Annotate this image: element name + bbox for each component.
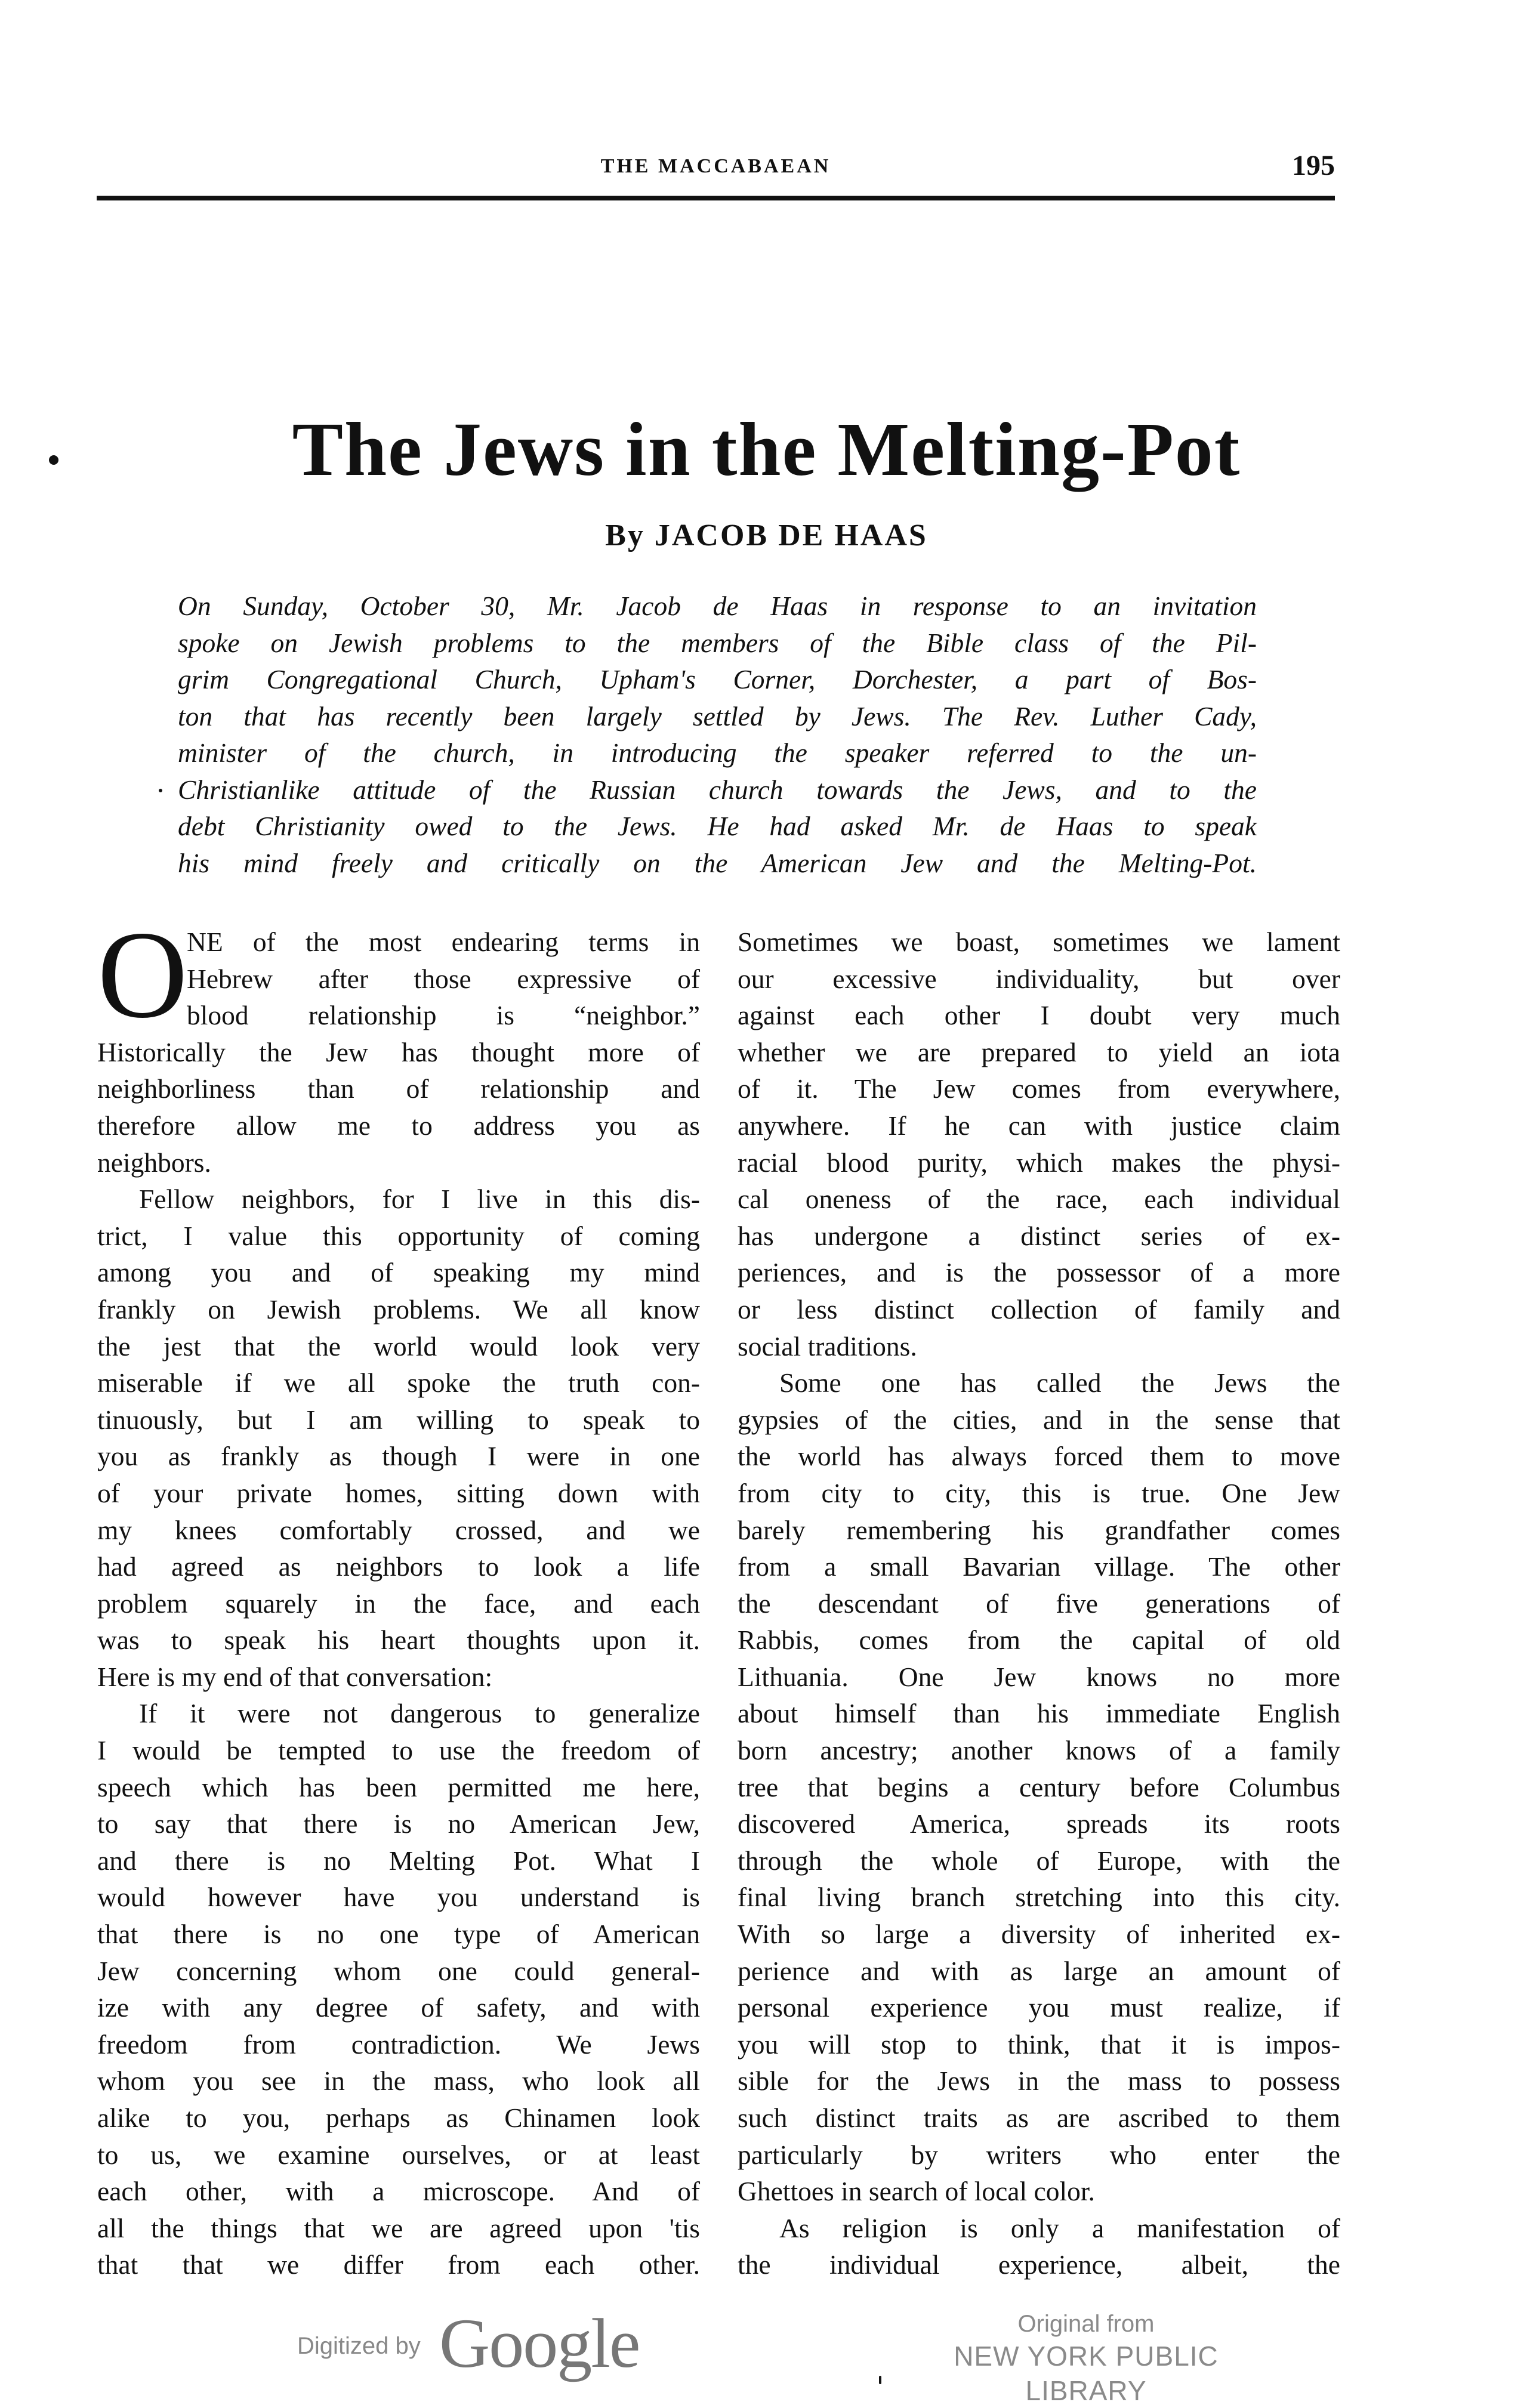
- digitized-by-google: [297, 2303, 655, 2382]
- text-line: anywhere. If he can with justice claim: [738, 1110, 1340, 1141]
- text-line: the individual experience, albeit, the: [738, 2249, 1340, 2280]
- right-column: [738, 924, 1340, 2283]
- text-line: each other, with a microscope. And of: [97, 2176, 700, 2207]
- scan-speck: [49, 455, 58, 465]
- text-line: periences, and is the possessor of a more: [738, 1257, 1340, 1288]
- text-line: would however have you understand is: [97, 1882, 700, 1913]
- text-line: was to speak his heart thoughts upon it.: [97, 1625, 700, 1656]
- digitized-by-label: Digitized by: [297, 2333, 421, 2359]
- text-line: neighborliness than of relationship and: [97, 1073, 700, 1104]
- text-line: all the things that we are agreed upon 'tis: [97, 2212, 700, 2243]
- text-line: had agreed as neighbors to look a life: [97, 1551, 700, 1582]
- intro-line: On Sunday, October 30, Mr. Jacob de Haas in response to an invitation: [178, 591, 1257, 621]
- text-line: about himself than his immediate English: [738, 1698, 1340, 1729]
- text-line: Historically the Jew has thought more of: [97, 1036, 700, 1067]
- text-line: among you and of speaking my mind: [97, 1257, 700, 1288]
- intro-line: ton that has recently been largely settled by Jews. The Rev. Luther Cady,: [178, 700, 1257, 731]
- article-title: The Jews in the Melting-Pot: [292, 407, 1241, 492]
- intro-paragraph: [178, 588, 1257, 881]
- text-line: of your private homes, sitting down with: [97, 1477, 700, 1508]
- text-line: you as frankly as though I were in one: [97, 1441, 700, 1472]
- text-line: from city to city, this is true. One Jew: [738, 1477, 1340, 1508]
- text-line: ize with any degree of safety, and with: [97, 1992, 700, 2023]
- scan-speck: [159, 789, 162, 792]
- text-line: whether we are prepared to yield an iota: [738, 1036, 1340, 1067]
- intro-line: grim Congregational Church, Upham's Corner, Dorchester, a part of Bos-: [178, 664, 1257, 694]
- scan-speck: [879, 2376, 881, 2384]
- text-line: Ghettoes in search of local color.: [738, 2176, 1095, 2207]
- text-line: frankly on Jewish problems. We all know: [97, 1293, 700, 1325]
- text-line: particularly by writers who enter the: [738, 2139, 1340, 2170]
- text-line: through the whole of Europe, with the: [738, 1845, 1340, 1876]
- original-from-label: Original from: [1017, 2311, 1155, 2337]
- intro-line: minister of the church, in introducing the speaker referred to the un-: [178, 737, 1257, 768]
- text-line: gypsies of the cities, and in the sense that: [738, 1404, 1340, 1435]
- text-line: blood relationship is “neighbor.”: [187, 1000, 700, 1031]
- text-line: has undergone a distinct series of ex-: [738, 1220, 1340, 1251]
- text-line: sible for the Jews in the mass to possess: [738, 2066, 1340, 2097]
- text-line: barely remembering his grandfather comes: [738, 1514, 1340, 1545]
- text-line: personal experience you must realize, if: [738, 1992, 1340, 2023]
- text-line: my knees comfortably crossed, and we: [97, 1514, 700, 1545]
- text-line: born ancestry; another knows of a family: [738, 1735, 1340, 1766]
- text-line: speech which has been permitted me here,: [97, 1771, 700, 1802]
- text-line: that there is no one type of American: [97, 1919, 700, 1950]
- text-line: racial blood purity, which makes the physi-: [738, 1147, 1340, 1178]
- google-logo: Google: [439, 2304, 640, 2382]
- drop-cap: O: [97, 906, 188, 1044]
- text-line: such distinct traits as are ascribed to them: [738, 2103, 1340, 2133]
- text-line: and there is no Melting Pot. What I: [97, 1845, 700, 1876]
- left-column: [97, 906, 700, 2283]
- header-rule: [97, 196, 1335, 200]
- text-line: Jew concerning whom one could general-: [97, 1955, 700, 1986]
- text-line: miserable if we all spoke the truth con-: [97, 1367, 700, 1399]
- running-head: [97, 149, 1335, 197]
- text-line: Here is my end of that conversation:: [97, 1661, 493, 1692]
- journal-name: THE MACCABAEAN: [600, 155, 831, 177]
- text-line: tree that begins a century before Columbus: [738, 1771, 1340, 1802]
- text-line: or less distinct collection of family and: [738, 1293, 1340, 1325]
- text-line: the world has always forced them to move: [738, 1441, 1340, 1472]
- text-line: tinuously, but I am willing to speak to: [97, 1404, 700, 1435]
- text-line: With so large a diversity of inherited ex-: [738, 1919, 1340, 1950]
- text-line: whom you see in the mass, who look all: [97, 2066, 700, 2097]
- text-line: social traditions.: [738, 1330, 917, 1362]
- text-line: of it. The Jew comes from everywhere,: [738, 1073, 1340, 1104]
- text-line: freedom from contradiction. We Jews: [97, 2029, 700, 2060]
- text-line: alike to you, perhaps as Chinamen look: [97, 2103, 700, 2133]
- text-line: perience and with as large an amount of: [738, 1955, 1340, 1986]
- text-line: Sometimes we boast, sometimes we lament: [738, 927, 1340, 957]
- text-line: Hebrew after those expressive of: [187, 963, 700, 994]
- text-line: final living branch stretching into this city.: [738, 1882, 1340, 1913]
- text-line: therefore allow me to address you as: [97, 1110, 700, 1141]
- text-line: Some one has called the Jews the: [779, 1367, 1340, 1399]
- text-line: to us, we examine ourselves, or at least: [97, 2139, 700, 2170]
- text-line: Lithuania. One Jew knows no more: [738, 1661, 1340, 1692]
- library-name: NEW YORK PUBLIC LIBRARY: [954, 2341, 1219, 2406]
- text-line: NE of the most endearing terms in: [187, 927, 700, 957]
- text-line: to say that there is no American Jew,: [97, 1808, 700, 1839]
- text-line: cal oneness of the race, each individual: [738, 1184, 1340, 1215]
- text-line: against each other I doubt very much: [738, 1000, 1340, 1031]
- text-line: Rabbis, comes from the capital of old: [738, 1625, 1340, 1656]
- text-line: that that we differ from each other.: [97, 2249, 700, 2280]
- intro-line: his mind freely and critically on the American Jew and the Melting-Pot.: [178, 847, 1257, 878]
- text-line: our excessive individuality, but over: [738, 963, 1340, 994]
- article-byline: By JACOB DE HAAS: [605, 518, 928, 552]
- text-line: the descendant of five generations of: [738, 1588, 1340, 1619]
- text-line: As religion is only a manifestation of: [779, 2212, 1340, 2243]
- text-line: I would be tempted to use the freedom of: [97, 1735, 700, 1766]
- text-line: from a small Bavarian village. The other: [738, 1551, 1340, 1582]
- intro-line: spoke on Jewish problems to the members of the Bible class of the Pil-: [178, 627, 1257, 658]
- text-line: Fellow neighbors, for I live in this dis-: [139, 1184, 700, 1215]
- text-line: you will stop to think, that it is impos-: [738, 2029, 1340, 2060]
- intro-line: debt Christianity owed to the Jews. He had asked Mr. de Haas to speak: [178, 811, 1257, 841]
- text-line: If it were not dangerous to generalize: [139, 1698, 700, 1729]
- intro-line: Christianlike attitude of the Russian church towards the Jews, and to the: [178, 774, 1257, 805]
- text-line: problem squarely in the face, and each: [97, 1588, 700, 1619]
- text-line: the jest that the world would look very: [97, 1330, 700, 1362]
- library-attribution: [895, 2309, 1277, 2408]
- text-line: discovered America, spreads its roots: [738, 1808, 1340, 1839]
- text-line: neighbors.: [97, 1147, 211, 1178]
- page-number: 195: [1292, 150, 1335, 181]
- text-line: trict, I value this opportunity of coming: [97, 1220, 700, 1251]
